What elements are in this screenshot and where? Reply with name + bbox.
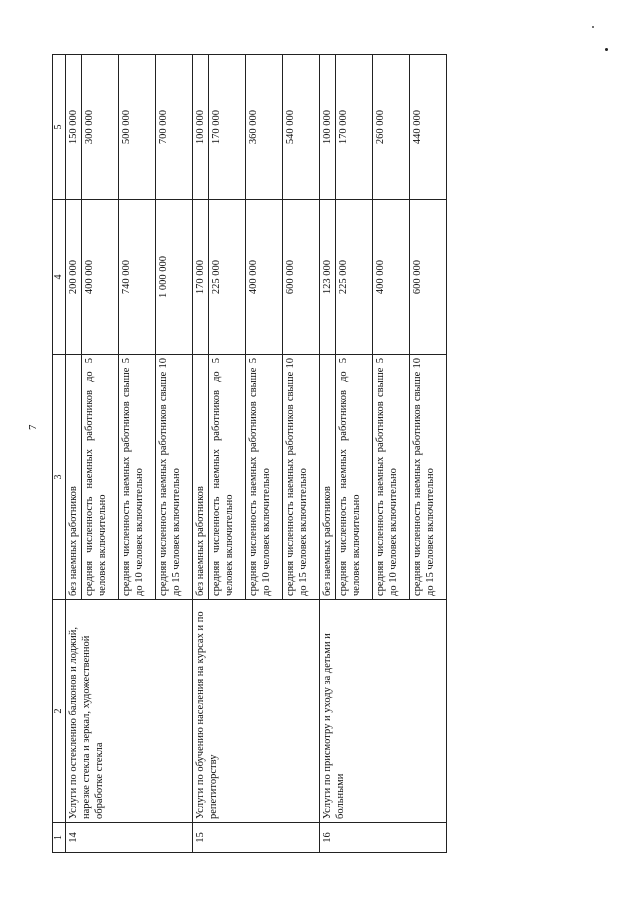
value-col4: 600 000	[283, 200, 320, 355]
staff-criterion: без наемных работников	[66, 355, 82, 600]
row-number: 16	[320, 823, 447, 853]
value-col5: 540 000	[283, 55, 320, 200]
value-col5: 700 000	[156, 55, 193, 200]
value-col5: 440 000	[410, 55, 447, 200]
scan-speck	[592, 26, 594, 28]
staff-criterion: средняя численность наемных работников свыше 10 до 15 человек включительно	[156, 355, 193, 600]
value-col4: 600 000	[410, 200, 447, 355]
column-header: 2	[53, 600, 66, 823]
value-col5: 300 000	[82, 55, 119, 200]
value-col4: 400 000	[82, 200, 119, 355]
value-col4: 123 000	[320, 200, 336, 355]
staff-criterion: средняя численность наемных работников свыше 10 до 15 человек включительно	[283, 355, 320, 600]
scan-speck	[605, 48, 608, 51]
value-col5: 100 000	[320, 55, 336, 200]
value-col4: 200 000	[66, 200, 82, 355]
service-name: Услуги по остеклению балконов и лоджий, нарезке стекла и зеркал, художественной обработке стекла	[66, 600, 193, 823]
table-row	[193, 55, 209, 853]
staff-criterion: средняя численность наемных работников свыше 5 до 10 человек включительно	[373, 355, 410, 600]
value-col4: 740 000	[119, 200, 156, 355]
page-number: 7	[27, 424, 39, 430]
table-row	[320, 55, 336, 853]
staff-criterion: средняя численность наемных работников свыше 5 до 10 человек включительно	[119, 355, 156, 600]
value-col4: 1 000 000	[156, 200, 193, 355]
value-col5: 170 000	[336, 55, 373, 200]
column-header: 1	[53, 823, 66, 853]
value-col5: 360 000	[246, 55, 283, 200]
staff-criterion: без наемных работников	[193, 355, 209, 600]
value-col5: 170 000	[209, 55, 246, 200]
column-header: 3	[53, 355, 66, 600]
value-col4: 225 000	[336, 200, 373, 355]
value-col5: 100 000	[193, 55, 209, 200]
tariff-table	[52, 54, 447, 853]
value-col4: 170 000	[193, 200, 209, 355]
row-number: 14	[66, 823, 193, 853]
service-name: Услуги по обучению населения на курсах и по репетиторству	[193, 600, 320, 823]
value-col5: 260 000	[373, 55, 410, 200]
value-col5: 150 000	[66, 55, 82, 200]
value-col4: 400 000	[246, 200, 283, 355]
value-col4: 225 000	[209, 200, 246, 355]
value-col5: 500 000	[119, 55, 156, 200]
rotated-table-container	[52, 55, 556, 853]
service-name: Услуги по присмотру и уходу за детьми и больными	[320, 600, 447, 823]
header-row	[53, 55, 66, 853]
table-body	[66, 55, 447, 853]
column-header: 5	[53, 55, 66, 200]
staff-criterion: средняя численность наемных работников свыше 10 до 15 человек включительно	[410, 355, 447, 600]
staff-criterion: средняя численность наемных работников до 5 человек включительно	[209, 355, 246, 600]
staff-criterion: средняя численность наемных работников до 5 человек включительно	[336, 355, 373, 600]
staff-criterion: средняя численность наемных работников свыше 5 до 10 человек включительно	[246, 355, 283, 600]
table-row	[66, 55, 82, 853]
staff-criterion: без наемных работников	[320, 355, 336, 600]
column-header: 4	[53, 200, 66, 355]
row-number: 15	[193, 823, 320, 853]
staff-criterion: средняя численность наемных работников до 5 человек включительно	[82, 355, 119, 600]
value-col4: 400 000	[373, 200, 410, 355]
